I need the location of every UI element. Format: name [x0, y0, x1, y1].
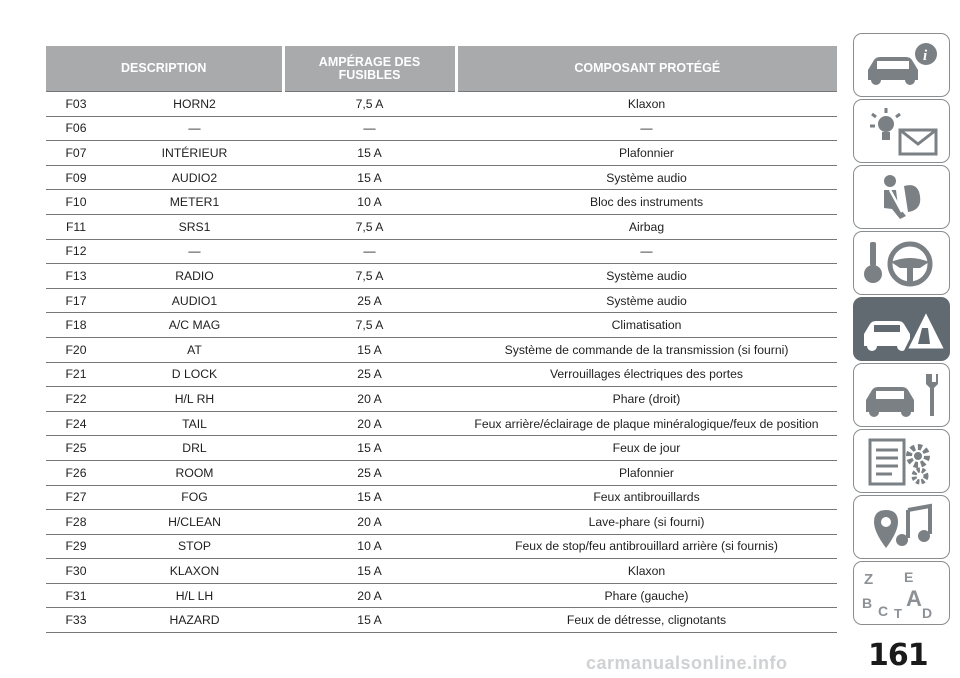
fuse-description-cell: FOG	[106, 485, 283, 510]
fuse-description-cell: —	[106, 116, 283, 141]
fuse-number-cell: F28	[46, 510, 106, 535]
fuse-amperage-cell: 15 A	[283, 559, 456, 584]
checklist-gear-icon	[860, 436, 944, 488]
protected-component-cell: Phare (gauche)	[456, 583, 837, 608]
alphabetical-index-icon	[860, 568, 944, 620]
fuse-amperage-cell: 7,5 A	[283, 313, 456, 338]
table-row	[46, 559, 837, 584]
fuse-amperage-cell: 25 A	[283, 362, 456, 387]
protected-component-cell: Système audio	[456, 288, 837, 313]
table-header-row	[46, 46, 837, 92]
table-row	[46, 313, 837, 338]
protected-component-cell: Klaxon	[456, 92, 837, 117]
table-row	[46, 116, 837, 141]
table-row	[46, 583, 837, 608]
fuse-number-cell: F07	[46, 141, 106, 166]
chapter-tabs	[853, 33, 951, 627]
fuse-description-cell: AUDIO1	[106, 288, 283, 313]
fuse-amperage-cell: 20 A	[283, 510, 456, 535]
fuse-table-body	[46, 92, 837, 633]
fuse-description-cell: HORN2	[106, 92, 283, 117]
fuse-description-cell: DRL	[106, 436, 283, 461]
protected-component-cell: Plafonnier	[456, 460, 837, 485]
table-row	[46, 165, 837, 190]
fuse-description-cell: SRS1	[106, 214, 283, 239]
table-row	[46, 288, 837, 313]
table-row	[46, 608, 837, 633]
fuse-number-cell: F12	[46, 239, 106, 264]
protected-component-cell: —	[456, 239, 837, 264]
tab-emergency[interactable]	[853, 297, 950, 361]
table-row	[46, 534, 837, 559]
table-row	[46, 436, 837, 461]
tab-starting-driving[interactable]	[853, 231, 950, 295]
watermark-text: carmanualsonline.info	[586, 653, 788, 673]
tab-safety[interactable]	[853, 165, 950, 229]
table-row	[46, 239, 837, 264]
fuse-amperage-cell: 20 A	[283, 583, 456, 608]
protected-component-cell: Lave-phare (si fourni)	[456, 510, 837, 535]
fuse-amperage-cell: 25 A	[283, 288, 456, 313]
tab-warning-lights[interactable]	[853, 99, 950, 163]
header-description: DESCRIPTION	[46, 46, 283, 92]
fuse-number-cell: F03	[46, 92, 106, 117]
table-row	[46, 362, 837, 387]
fuse-amperage-cell: 15 A	[283, 165, 456, 190]
fuse-amperage-cell: 10 A	[283, 190, 456, 215]
fuse-amperage-cell: —	[283, 116, 456, 141]
fuse-table	[46, 46, 837, 633]
car-info-icon	[860, 40, 944, 92]
table-row	[46, 411, 837, 436]
fuse-number-cell: F20	[46, 337, 106, 362]
fuse-number-cell: F06	[46, 116, 106, 141]
fuse-description-cell: METER1	[106, 190, 283, 215]
table-row	[46, 92, 837, 117]
fuse-number-cell: F33	[46, 608, 106, 633]
fuse-amperage-cell: 7,5 A	[283, 264, 456, 289]
svg-text:Z: Z	[864, 571, 874, 588]
fuse-amperage-cell: 15 A	[283, 337, 456, 362]
fuse-description-cell: —	[106, 239, 283, 264]
protected-component-cell: Verrouillages électriques des portes	[456, 362, 837, 387]
protected-component-cell: Feux de détresse, clignotants	[456, 608, 837, 633]
fuse-description-cell: TAIL	[106, 411, 283, 436]
fuse-description-cell: STOP	[106, 534, 283, 559]
protected-component-cell: Climatisation	[456, 313, 837, 338]
fuse-number-cell: F18	[46, 313, 106, 338]
protected-component-cell: Système audio	[456, 165, 837, 190]
fuse-description-cell: D LOCK	[106, 362, 283, 387]
svg-text:C: C	[878, 603, 889, 619]
fuse-amperage-cell: 20 A	[283, 411, 456, 436]
fuse-amperage-cell: 20 A	[283, 387, 456, 412]
fuse-amperage-cell: —	[283, 239, 456, 264]
fuse-amperage-cell: 7,5 A	[283, 214, 456, 239]
fuse-description-cell: AT	[106, 337, 283, 362]
fuse-number-cell: F21	[46, 362, 106, 387]
fuse-description-cell: H/CLEAN	[106, 510, 283, 535]
page-number: 161	[868, 638, 928, 673]
fuse-number-cell: F11	[46, 214, 106, 239]
tab-multimedia[interactable]	[853, 495, 950, 559]
fuse-amperage-cell: 25 A	[283, 460, 456, 485]
svg-text:A: A	[906, 586, 922, 611]
fuse-amperage-cell: 15 A	[283, 485, 456, 510]
table-row	[46, 510, 837, 535]
car-maintenance-wrench-icon	[860, 370, 944, 422]
fuse-number-cell: F27	[46, 485, 106, 510]
table-row	[46, 387, 837, 412]
tab-maintenance[interactable]	[853, 363, 950, 427]
header-amperage: AMPÉRAGE DES FUSIBLES	[283, 46, 456, 92]
tab-index[interactable]	[853, 561, 950, 625]
svg-text:B: B	[862, 595, 873, 611]
fuse-description-cell: A/C MAG	[106, 313, 283, 338]
fuse-amperage-cell: 15 A	[283, 141, 456, 166]
table-row	[46, 460, 837, 485]
fuse-description-cell: H/L RH	[106, 387, 283, 412]
protected-component-cell: Feux arrière/éclairage de plaque minéralogique/feux de position	[456, 411, 837, 436]
fuse-amperage-cell: 15 A	[283, 608, 456, 633]
protected-component-cell: Système de commande de la transmission (si fourni)	[456, 337, 837, 362]
fuse-number-cell: F22	[46, 387, 106, 412]
table-row	[46, 264, 837, 289]
protected-component-cell: —	[456, 116, 837, 141]
fuse-description-cell: HAZARD	[106, 608, 283, 633]
fuse-amperage-cell: 10 A	[283, 534, 456, 559]
fuse-description-cell: INTÉRIEUR	[106, 141, 283, 166]
protected-component-cell: Feux antibrouillards	[456, 485, 837, 510]
tab-car-info[interactable]	[853, 33, 950, 97]
table-row	[46, 141, 837, 166]
key-steering-wheel-icon	[860, 238, 944, 290]
fuse-number-cell: F24	[46, 411, 106, 436]
fuse-number-cell: F09	[46, 165, 106, 190]
fuse-description-cell: AUDIO2	[106, 165, 283, 190]
fuse-description-cell: ROOM	[106, 460, 283, 485]
protected-component-cell: Feux de jour	[456, 436, 837, 461]
fuse-number-cell: F29	[46, 534, 106, 559]
header-protected-component: COMPOSANT PROTÉGÉ	[456, 46, 837, 92]
fuse-number-cell: F25	[46, 436, 106, 461]
protected-component-cell: Phare (droit)	[456, 387, 837, 412]
table-row	[46, 214, 837, 239]
multimedia-navigation-icon	[860, 502, 944, 554]
svg-text:E: E	[904, 569, 914, 585]
table-row	[46, 190, 837, 215]
fuse-description-cell: RADIO	[106, 264, 283, 289]
fuse-amperage-cell: 7,5 A	[283, 92, 456, 117]
table-row	[46, 337, 837, 362]
airbag-safety-icon	[860, 172, 944, 224]
fuse-number-cell: F26	[46, 460, 106, 485]
protected-component-cell: Système audio	[456, 264, 837, 289]
protected-component-cell: Plafonnier	[456, 141, 837, 166]
protected-component-cell: Klaxon	[456, 559, 837, 584]
svg-text:D: D	[922, 605, 933, 620]
car-breakdown-warning-icon	[860, 304, 944, 356]
table-row	[46, 485, 837, 510]
fuse-number-cell: F31	[46, 583, 106, 608]
svg-text:T: T	[894, 606, 902, 620]
protected-component-cell: Airbag	[456, 214, 837, 239]
tab-technical-data[interactable]	[853, 429, 950, 493]
fuse-number-cell: F30	[46, 559, 106, 584]
fuse-description-cell: H/L LH	[106, 583, 283, 608]
fuse-description-cell: KLAXON	[106, 559, 283, 584]
fuse-number-cell: F17	[46, 288, 106, 313]
protected-component-cell: Feux de stop/feu antibrouillard arrière (si fournis)	[456, 534, 837, 559]
protected-component-cell: Bloc des instruments	[456, 190, 837, 215]
fuse-number-cell: F13	[46, 264, 106, 289]
fuse-amperage-cell: 15 A	[283, 436, 456, 461]
svg-text:i: i	[923, 48, 928, 64]
warning-lights-mail-icon	[860, 106, 944, 158]
fuse-number-cell: F10	[46, 190, 106, 215]
